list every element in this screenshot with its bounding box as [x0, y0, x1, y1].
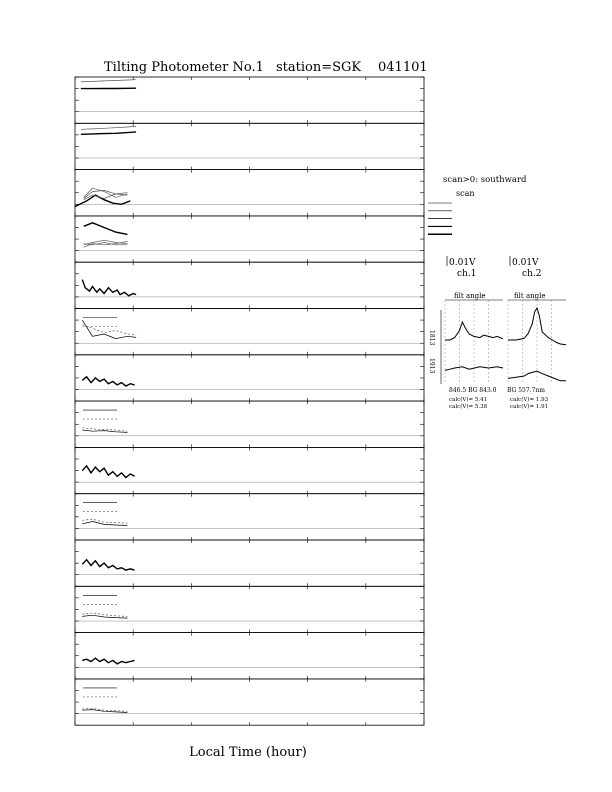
x-axis — [189, 745, 307, 760]
x-axis-label: Local Time (hour) — [189, 745, 307, 760]
scan-legend — [428, 175, 527, 234]
panels — [75, 77, 424, 725]
series-line-0 — [82, 615, 127, 618]
station-label: station=SGK — [276, 60, 362, 75]
panel-frame — [75, 123, 424, 169]
figure-title: Tilting Photometer No.1 — [104, 60, 264, 75]
panel-s4c2 — [75, 540, 424, 586]
calib-row2-label: 1913 — [428, 358, 435, 374]
header — [104, 60, 428, 75]
series-line-0 — [82, 320, 136, 339]
ch1-filt-angle-label: filt angle — [454, 292, 486, 300]
panel-s5c1 — [75, 679, 424, 725]
panel-s3c1 — [75, 494, 424, 540]
ch1-title: 0.01V — [449, 258, 476, 268]
panel-BG1 — [75, 216, 424, 262]
calib-row1-label: 1813 — [428, 330, 435, 346]
series-line-0 — [82, 280, 136, 296]
date-label: 041101 — [378, 60, 428, 75]
ch1-calc-a: calc(V)= 5.41 — [449, 397, 488, 403]
panel-frame — [75, 447, 424, 493]
panel-DK2 — [75, 77, 424, 123]
panel-frame — [75, 355, 424, 401]
panel-s4c1 — [75, 586, 424, 632]
ch1-bottom-labels: 846.5 BG 843.0 — [449, 387, 497, 394]
panel-frame — [75, 309, 424, 355]
panel-frame — [75, 540, 424, 586]
panel-s3c2 — [75, 447, 424, 493]
series-line-0 — [82, 377, 134, 386]
panel-frame — [75, 633, 424, 679]
panel-frame — [75, 586, 424, 632]
ch1-label: ch.1 — [457, 269, 477, 279]
series-line-3 — [84, 190, 128, 198]
ch2-calc-b: calc(V)= 1.91 — [510, 404, 549, 410]
panel-s5c2 — [75, 633, 424, 679]
panel-frame — [75, 679, 424, 725]
legend-title: scan — [456, 189, 475, 198]
panel-frame — [75, 401, 424, 447]
panel-s2c1 — [75, 401, 424, 447]
series-line-0 — [82, 522, 127, 526]
ch1-calc-b: calc(V)= 5.38 — [449, 404, 488, 410]
series-line-0 — [82, 466, 134, 478]
legend-note: scan>0: southward — [443, 175, 527, 185]
calibration-inset — [428, 256, 566, 410]
series-line-0 — [82, 430, 127, 432]
panel-s1c1 — [75, 309, 424, 355]
ch2-calc-a: calc(V)= 1.93 — [510, 397, 549, 403]
ch2-label: ch.2 — [522, 269, 542, 279]
panel-DK1 — [75, 123, 424, 169]
panel-s1c2 — [75, 262, 424, 308]
series-line-1 — [81, 126, 136, 129]
ch2-bottom-labels: BG 557.7nm — [507, 387, 545, 394]
ch2-filt-angle-label: filt angle — [514, 292, 546, 300]
series-line-1 — [81, 80, 136, 82]
ch2-title: 0.01V — [512, 258, 539, 268]
series-line-0 — [82, 560, 134, 570]
panel-s2c2 — [75, 355, 424, 401]
panel-frame — [75, 216, 424, 262]
series-line-0 — [81, 132, 136, 134]
panel-frame — [75, 77, 424, 123]
series-line-0 — [82, 658, 134, 664]
series-line-0 — [84, 223, 128, 235]
series-line-0 — [75, 195, 130, 207]
panel-frame — [75, 262, 424, 308]
panel-BG2 — [75, 170, 424, 216]
series-line-0 — [82, 710, 127, 713]
panel-frame — [75, 494, 424, 540]
